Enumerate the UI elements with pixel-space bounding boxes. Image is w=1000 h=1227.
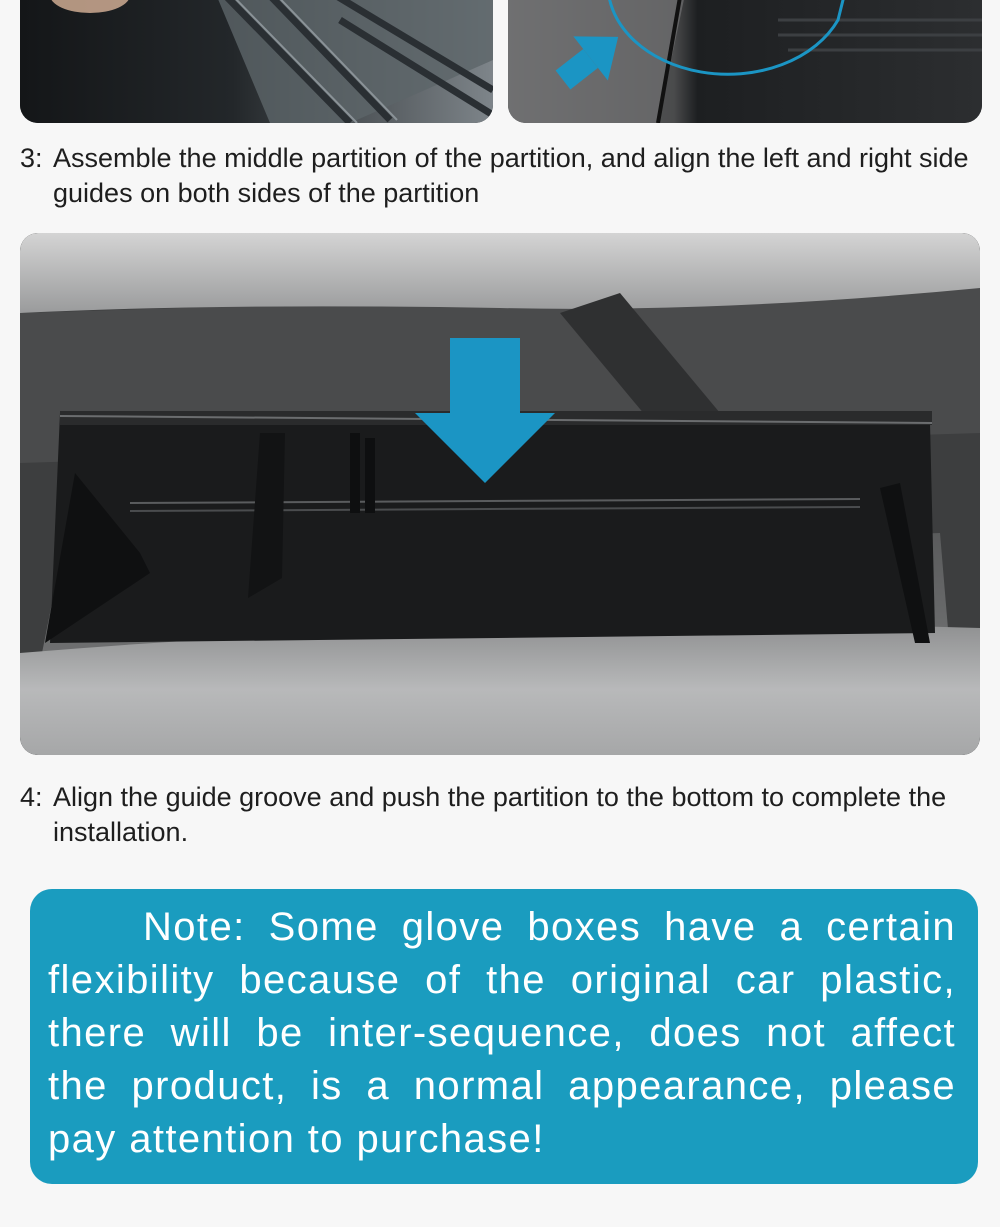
step-3-instruction <box>20 141 980 211</box>
note-banner <box>30 889 978 1184</box>
photo-glove-box-install <box>20 233 980 755</box>
step-4-instruction <box>20 780 980 850</box>
step-text: Assemble the middle partition of the partition, and align the left and right side guides on both sides of the partition <box>53 143 969 208</box>
note-text: Note: Some glove boxes have a certain flexibility because of the original car plastic, there will be inter-sequence, does not affect the product, is a normal appearance, please pay attention to purchase! <box>48 905 956 1161</box>
photo-partition-closeup <box>20 0 493 123</box>
step-number: 4: <box>20 782 43 812</box>
step-text: Align the guide groove and push the partition to the bottom to complete the installation. <box>53 782 947 847</box>
photo-guide-rail <box>508 0 982 123</box>
step-number: 3: <box>20 143 43 173</box>
